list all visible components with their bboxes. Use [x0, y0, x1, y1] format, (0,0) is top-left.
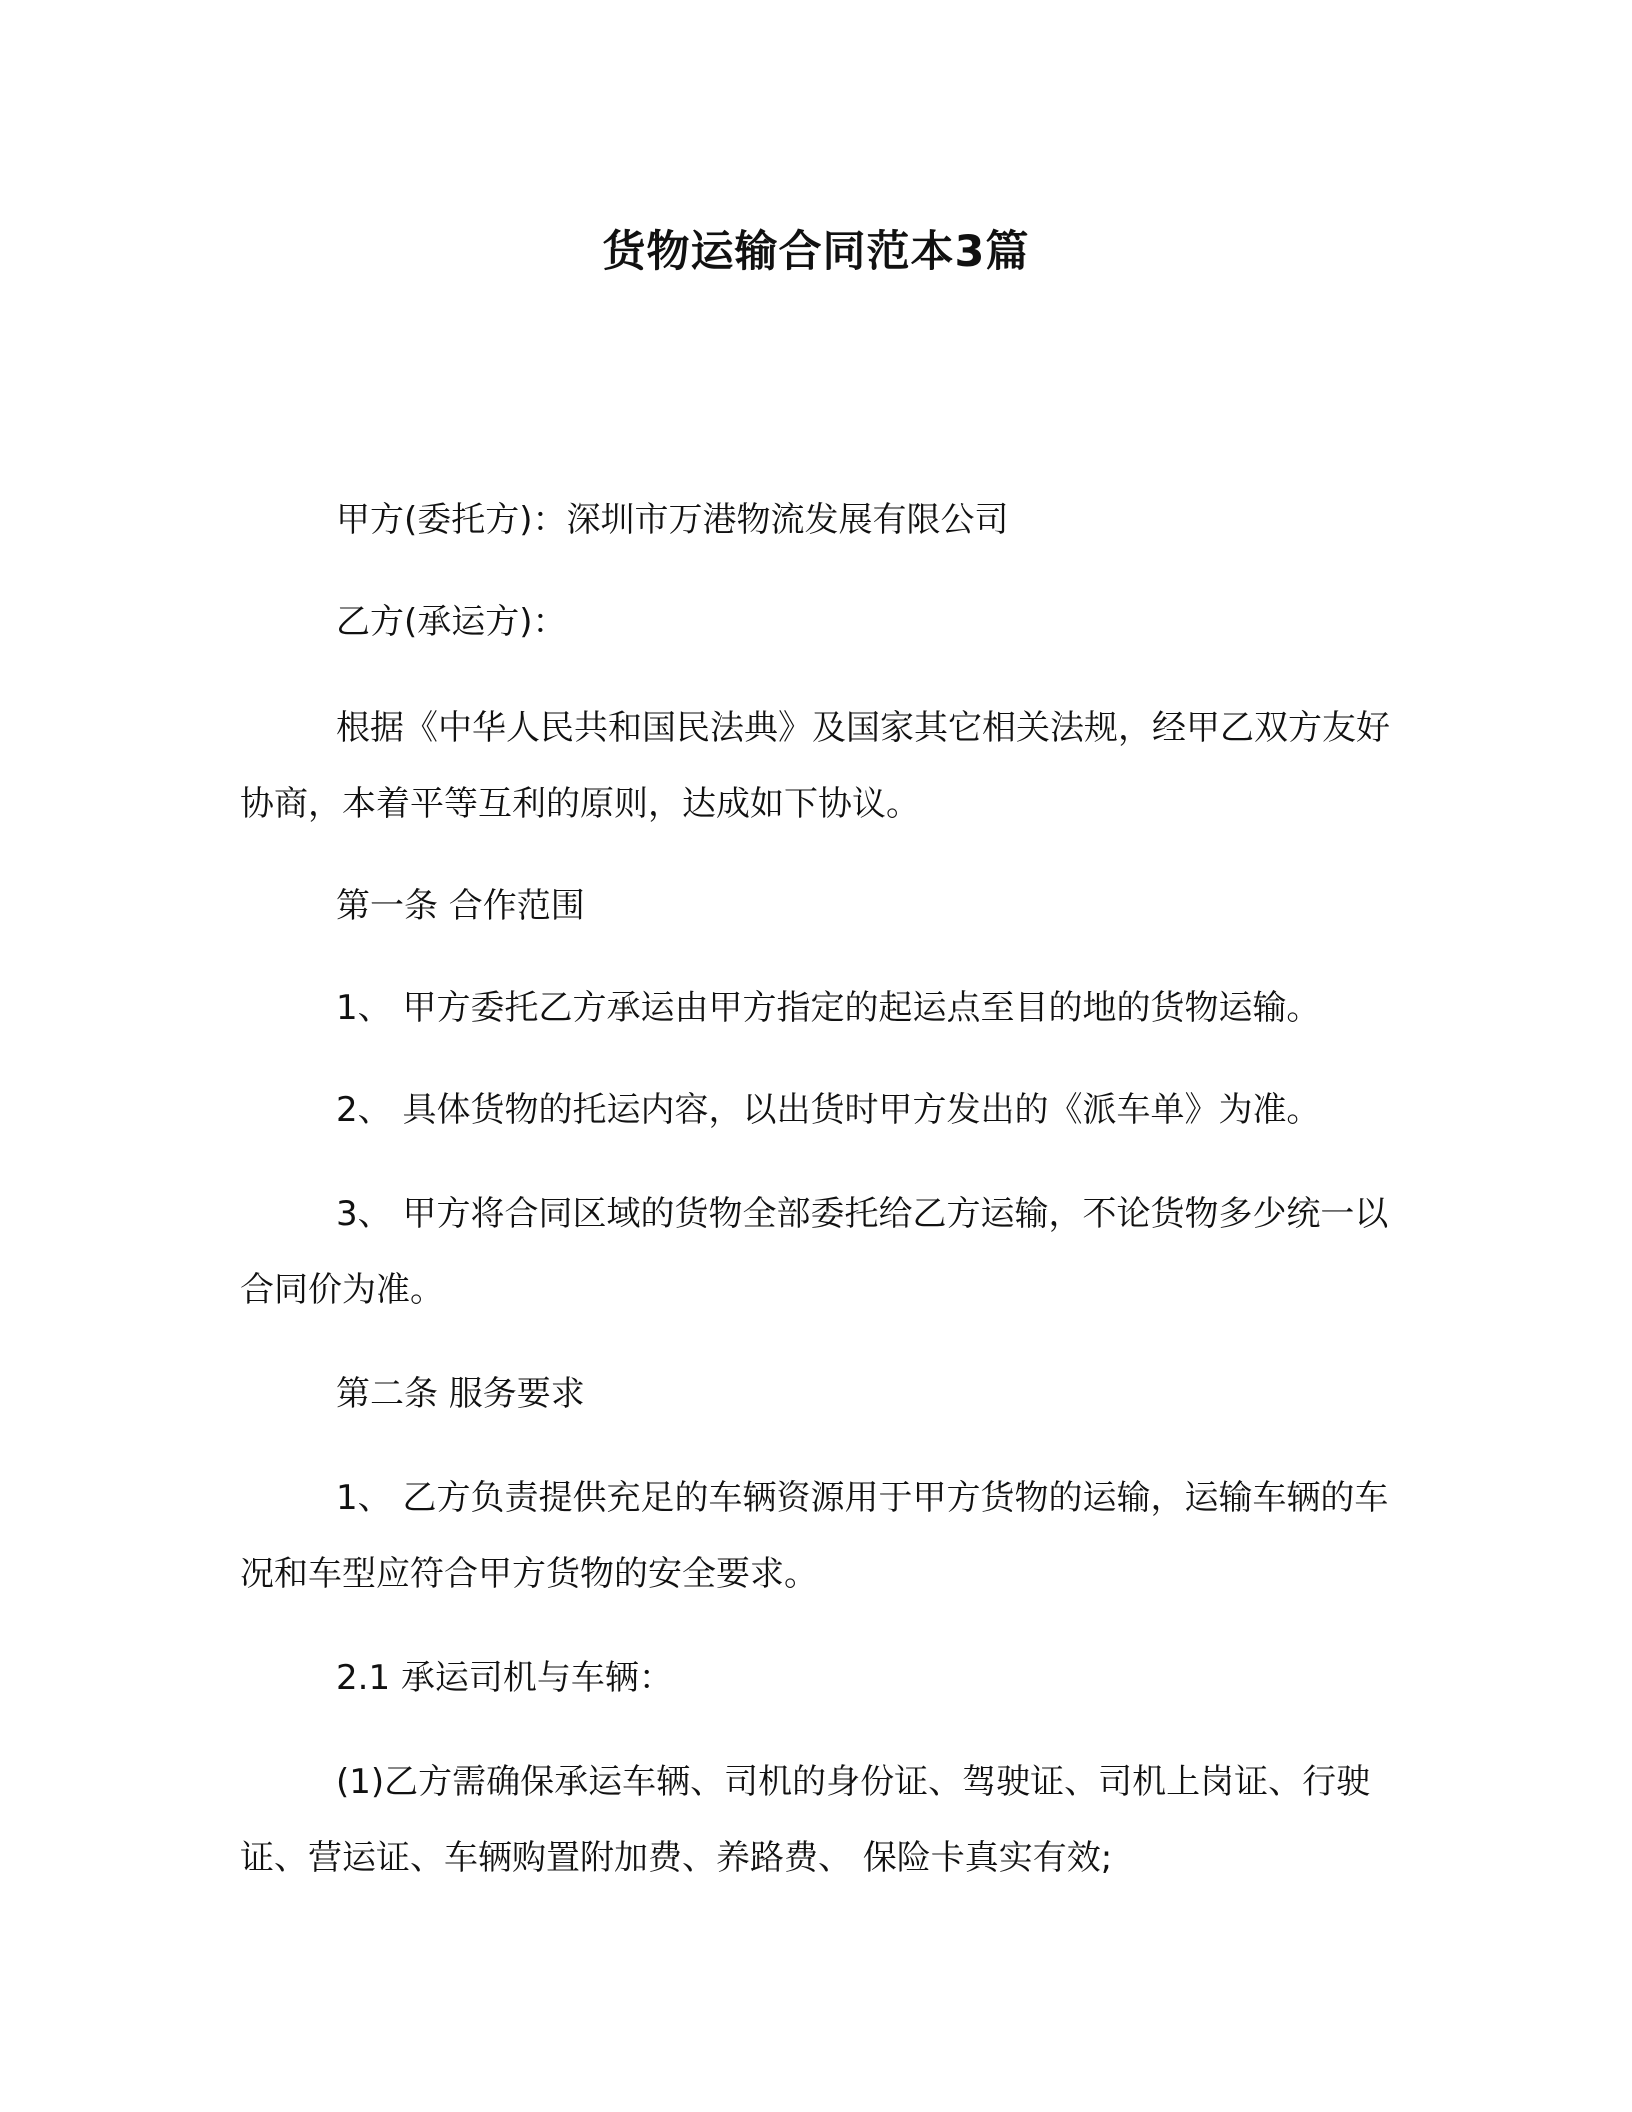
- paragraph-party-b: 乙方(承运方)：: [336, 602, 567, 642]
- article-2-subheading-2-1: 2.1 承运司机与车辆：: [336, 1658, 673, 1698]
- paragraph-preamble: 根据《中华人民共和国民法典》及国家其它相关法规，经甲乙双方友好协商，本着平等互利的原则，达成如下协议。: [240, 708, 1390, 824]
- article-1-item-3: 3、 甲方将合同区域的货物全部委托给乙方运输，不论货物多少统一以合同价为准。: [240, 1194, 1389, 1310]
- article-1-heading: 第一条 合作范围: [336, 886, 585, 926]
- article-2-1-item-1: (1)乙方需确保承运车辆、司机的身份证、驾驶证、司机上岗证、行驶证、营运证、车辆购置附加费、养路费、 保险卡真实有效;: [240, 1762, 1371, 1878]
- article-2-item-1: 1、 乙方负责提供充足的车辆资源用于甲方货物的运输，运输车辆的车况和车型应符合甲方货物的安全要求。: [240, 1478, 1389, 1594]
- document-title: 货物运输合同范本3篇: [602, 227, 1030, 277]
- article-2-heading: 第二条 服务要求: [336, 1374, 585, 1414]
- article-1-item-1: 1、 甲方委托乙方承运由甲方指定的起运点至目的地的货物运输。: [336, 988, 1321, 1028]
- article-1-item-2: 2、 具体货物的托运内容，以出货时甲方发出的《派车单》为准。: [336, 1090, 1321, 1130]
- paragraph-party-a: 甲方(委托方)：深圳市万港物流发展有限公司: [336, 500, 1009, 540]
